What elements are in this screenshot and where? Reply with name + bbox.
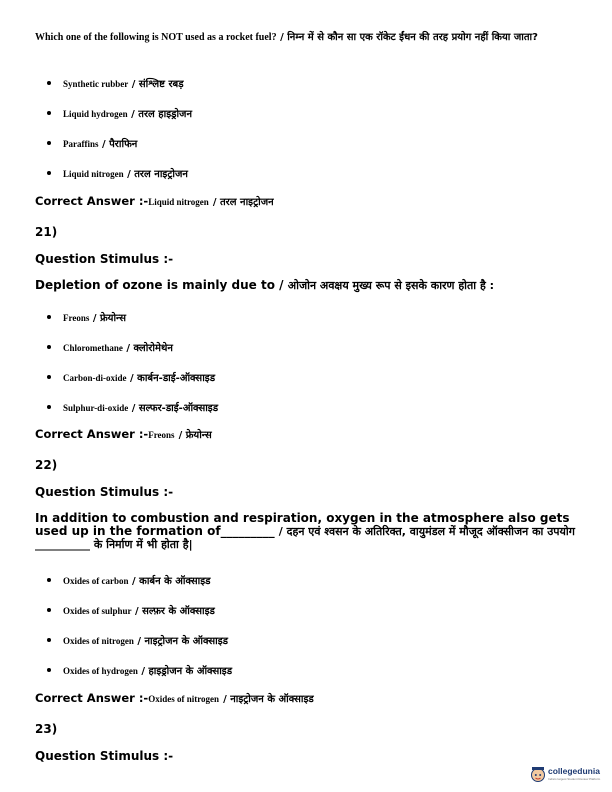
option-en: Liquid nitrogen [63, 169, 124, 179]
option-en: Oxides of nitrogen [63, 636, 134, 646]
bullet-icon [47, 171, 51, 175]
answer-en: Oxides of nitrogen [148, 694, 220, 704]
option-en: Paraffins [63, 139, 99, 149]
option-en: Liquid hydrogen [63, 109, 128, 119]
option-en: Oxides of sulphur [63, 606, 132, 616]
answer-hi: / फ्रेयोन्स [178, 430, 212, 441]
option-en: Oxides of hydrogen [63, 666, 138, 676]
option-item [47, 76, 184, 90]
answer-en: Liquid nitrogen [148, 197, 209, 207]
option-item [47, 166, 188, 180]
option-hi: / कार्बन-डाई-ऑक्साइड [130, 373, 216, 384]
question-stimulus-label: Question Stimulus :- [35, 485, 174, 499]
option-en: Sulphur-di-oxide [63, 403, 129, 413]
option-hi: / हाइड्रोजन के ऑक्साइड [141, 666, 233, 677]
answer-label: Correct Answer :- [35, 194, 149, 208]
option-hi: / तरल नाइट्रोजन [127, 169, 188, 180]
bullet-icon [47, 141, 51, 145]
option-item [47, 340, 173, 354]
option-item [47, 370, 215, 384]
mascot-icon [530, 766, 546, 784]
bullet-icon [47, 111, 51, 115]
correct-answer [35, 427, 212, 441]
bullet-icon [47, 375, 51, 379]
question-number: 21) [35, 225, 58, 239]
option-item [47, 136, 137, 150]
option-hi: / क्लोरोमेथेन [126, 343, 173, 354]
option-item [47, 310, 126, 324]
answer-hi: / तरल नाइट्रोजन [212, 197, 274, 208]
bullet-icon [47, 638, 51, 642]
question-20-en: Which one of the following is NOT used as a rocket fuel? [35, 32, 277, 43]
collegedunia-logo[interactable] [530, 764, 612, 786]
question-stimulus-label: Question Stimulus :- [35, 749, 174, 763]
bullet-icon [47, 405, 51, 409]
question-number: 23) [35, 722, 58, 736]
option-hi: / सल्फर-डाई-ऑक्साइड [131, 403, 219, 414]
option-item [47, 573, 211, 587]
question-stimulus-label: Question Stimulus :- [35, 252, 174, 266]
question-20-text [35, 30, 595, 45]
option-hi: / कार्बन के ऑक्साइड [132, 576, 211, 587]
bullet-icon [47, 578, 51, 582]
correct-answer [35, 691, 314, 705]
option-en: Freons [63, 313, 90, 323]
option-item [47, 400, 218, 414]
logo-tagline: India's largest Student Review Platform [548, 777, 601, 781]
bullet-icon [47, 345, 51, 349]
answer-label: Correct Answer :- [35, 691, 149, 705]
option-item [47, 633, 228, 647]
bullet-icon [47, 315, 51, 319]
option-en: Chloromethane [63, 343, 123, 353]
question-number: 22) [35, 458, 58, 472]
bullet-icon [47, 608, 51, 612]
answer-label: Correct Answer :- [35, 427, 149, 441]
option-en: Carbon-di-oxide [63, 373, 127, 383]
question-22-en: In addition to combustion and respiration, oxygen in the atmosphere also gets used up in the formation of_________ [35, 511, 570, 538]
option-hi: / तरल हाइड्रोजन [131, 109, 193, 120]
question-22-text [35, 512, 595, 551]
logo-name: collegedunia [548, 766, 600, 776]
question-21-text [35, 279, 595, 292]
option-item [47, 106, 192, 120]
option-hi: / सल्फ़र के ऑक्साइड [135, 606, 215, 617]
answer-hi: / नाइट्रोजन के ऑक्साइड [223, 694, 314, 705]
option-hi: / नाइट्रोजन के ऑक्साइड [137, 636, 228, 647]
option-en: Synthetic rubber [63, 79, 129, 89]
option-hi: / फ्रेयोन्स [92, 313, 127, 324]
option-item [47, 663, 232, 677]
question-21-en: Depletion of ozone is mainly due to / [35, 278, 284, 292]
option-en: Oxides of carbon [63, 576, 129, 586]
bullet-icon [47, 668, 51, 672]
option-item [47, 603, 215, 617]
option-hi: / पैराफिन [101, 139, 138, 150]
bullet-icon [47, 81, 51, 85]
question-20-hi: / निम्न में से कौन सा एक रॉकेट ईंधन की तरह प्रयोग नहीं किया जाता? [280, 32, 538, 43]
question-22-hi: / दहन एवं श्वसन के अतिरिक्त, वायुमंडल में मौजूद ऑक्सीजन का उपयोग __________ के निर्माण में भी होता है| [35, 525, 575, 551]
answer-en: Freons [148, 430, 175, 440]
option-hi: / संश्लिष्ट रबड़ [131, 79, 184, 90]
question-21-hi: ओजोन अवक्षय मुख्य रूप से इसके कारण होता है : [287, 279, 495, 292]
correct-answer [35, 194, 274, 208]
